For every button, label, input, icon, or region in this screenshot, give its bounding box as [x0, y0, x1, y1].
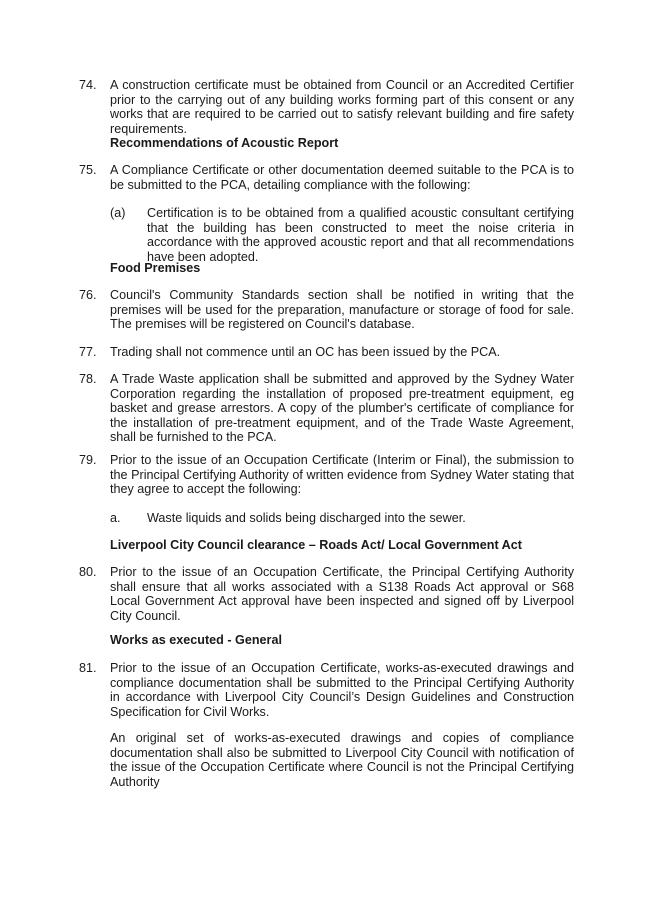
section-heading-liverpool: Liverpool City Council clearance – Roads Act/ Local Government Act — [110, 538, 522, 552]
condition-text: A construction certificate must be obtained from Council or an Accredited Certifier prior to the carrying out of any building works forming part of this consent or any works that are required to be carried out to satisfy relevant building and fire safety requirements. — [110, 78, 574, 136]
sub-item-text: Certification is to be obtained from a qualified acoustic consultant certifying that the building has been constructed to meet the noise criteria in accordance with the approved acoustic report and that all recommendations have been adopted. — [147, 206, 574, 264]
sub-item-text: Waste liquids and solids being discharged into the sewer. — [147, 511, 466, 525]
item-number: 81. — [79, 661, 97, 675]
condition-text: Prior to the issue of an Occupation Certificate (Interim or Final), the submission to the Principal Certifying Authority of written evidence from Sydney Water stating that they agree to accept the following: — [110, 453, 574, 497]
item-number: 80. — [79, 565, 97, 579]
condition-text: A Compliance Certificate or other documentation deemed suitable to the PCA is to be submitted to the PCA, detailing compliance with the following: — [110, 163, 574, 192]
item-number: 78. — [79, 372, 97, 386]
condition-text: Council's Community Standards section shall be notified in writing that the premises will be used for the preparation, manufacture or storage of food for sale. The premises will be registered on Council's database. — [110, 288, 574, 332]
condition-text: Trading shall not commence until an OC has been issued by the PCA. — [110, 345, 501, 359]
sub-item-label: a. — [110, 511, 121, 525]
item-number: 74. — [79, 78, 97, 92]
condition-text: Prior to the issue of an Occupation Certificate, the Principal Certifying Authority shall ensure that all works associated with a S138 Roads Act approval or S68 Local Government Act approval have been inspected and signed off by Liverpool City Council. — [110, 565, 574, 623]
condition-text: A Trade Waste application shall be submitted and approved by the Sydney Water Corporation regarding the installation of proposed pre-treatment equipment, eg basket and grease arrestors. A copy of the plumber's certificate of compliance for the installation of pre-treatment equipment, and of the Trade Waste Agreement, shall be furnished to the PCA. — [110, 372, 574, 445]
item-number: 79. — [79, 453, 97, 467]
condition-text: Prior to the issue of an Occupation Certificate, works-as-executed drawings and compliance documentation shall be submitted to the Principal Certifying Authority in accordance with Liverpool City Council’s Design Guidelines and Construction Specification for Civil Works. — [110, 661, 574, 719]
item-number: 77. — [79, 345, 97, 359]
condition-continuation-text: An original set of works-as-executed drawings and copies of compliance documentation shall also be submitted to Liverpool City Council with notification of the issue of the Occupation Certificate where Council is not the Principal Certifying Authority — [110, 731, 574, 789]
section-heading-food: Food Premises — [110, 261, 201, 275]
section-heading-works: Works as executed - General — [110, 633, 282, 647]
section-heading-acoustic: Recommendations of Acoustic Report — [110, 136, 339, 150]
item-number: 75. — [79, 163, 97, 177]
item-number: 76. — [79, 288, 97, 302]
sub-item-label: (a) — [110, 206, 126, 220]
